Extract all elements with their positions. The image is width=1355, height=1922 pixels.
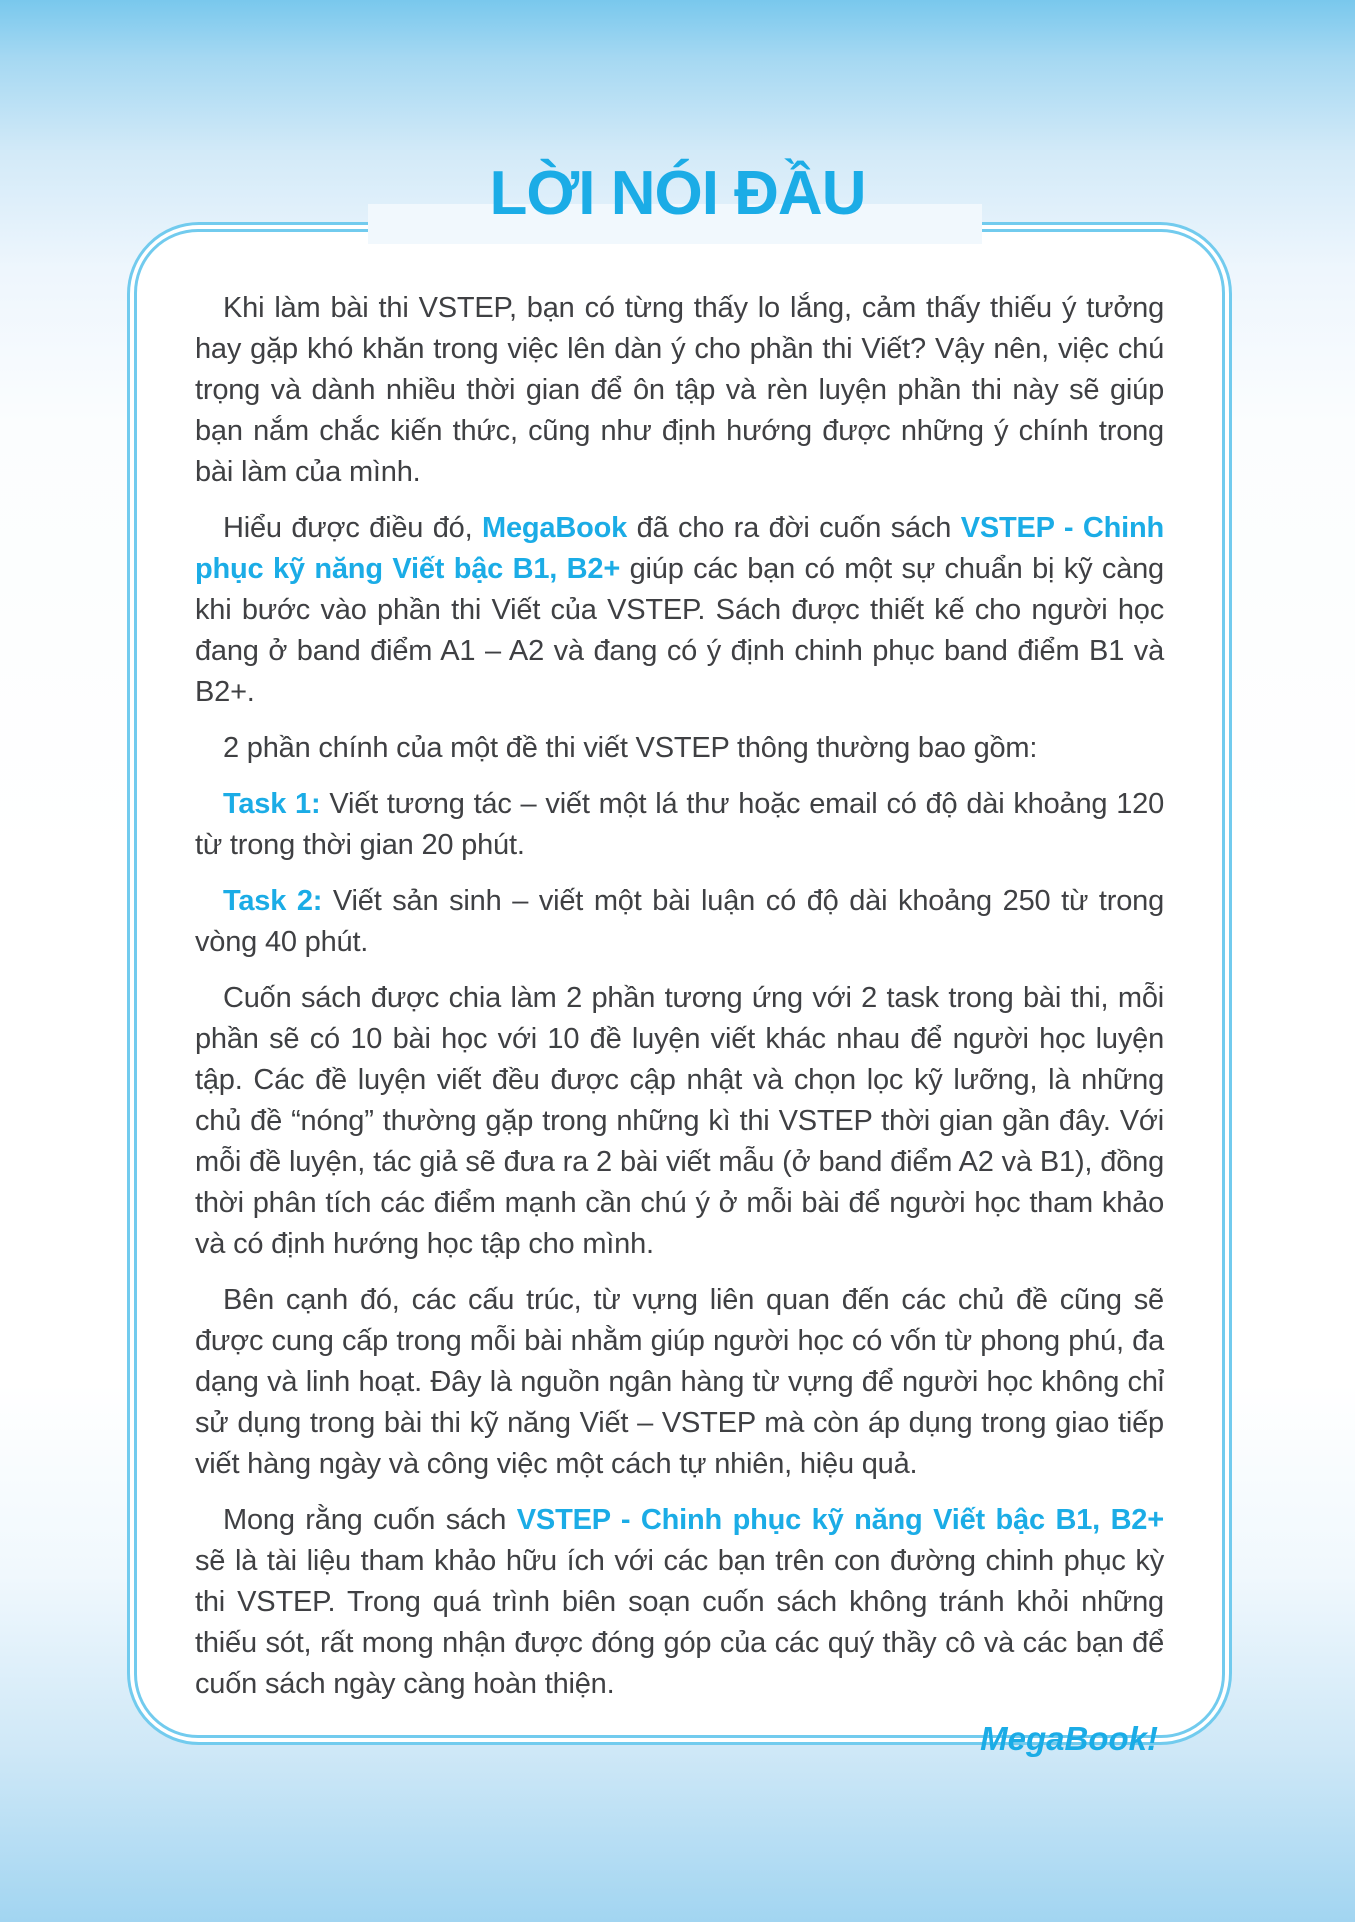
text-run: Khi làm bài thi VSTEP, bạn có từng thấy lo lắng, cảm thấy thiếu ý tưởng hay gặp khó khăn trong việc lên dàn ý cho phần thi Viết? Vậy nên, việc chú trọng và dành nhiều thời gian để ôn tập và rèn luyện phần thi này sẽ giúp bạn nắm chắc kiến thức, cũng như định hướng được những ý chính trong bài làm của mình. — [195, 292, 1164, 488]
text-run: Bên cạnh đó, các cấu trúc, từ vựng liên quan đến các chủ đề cũng sẽ được cung cấp trong mỗi bài nhằm giúp người học có vốn từ phong phú, đa dạng và linh hoạt. Đây là nguồn ngân hàng từ vựng để người học không chỉ sử dụng trong bài thi kỹ năng Viết – VSTEP mà còn áp dụng trong giao tiếp viết hàng ngày và công việc một cách tự nhiên, hiệu quả. — [195, 1284, 1164, 1480]
publisher-signature: MegaBook! — [980, 1720, 1158, 1757]
paragraph — [195, 508, 1164, 713]
text-run: Viết tương tác – viết một lá thư hoặc email có độ dài khoảng 120 từ trong thời gian 20 phút. — [195, 788, 1165, 861]
text-run: Cuốn sách được chia làm 2 phần tương ứng với 2 task trong bài thi, mỗi phần sẽ có 10 bài học với 10 đề luyện viết khác nhau để người học luyện tập. Các đề luyện viết đều được cập nhật và chọn lọc kỹ lưỡng, là những chủ đề “nóng” thường gặp trong những kì thi VSTEP thời gian gần đây. Với mỗi đề luyện, tác giả sẽ đưa ra 2 bài viết mẫu (ở band điểm A2 và B1), đồng thời phân tích các điểm mạnh cần chú ý ở mỗi bài để người học tham khảo và có định hướng học tập cho mình. — [195, 982, 1164, 1260]
paragraph — [195, 881, 1164, 963]
highlight-run: Task 2: — [223, 885, 323, 917]
paragraph — [195, 978, 1164, 1265]
highlight-run: VSTEP - Chinh phục kỹ năng Viết bậc B1, B2+ — [516, 1504, 1164, 1536]
paragraph — [195, 288, 1164, 493]
highlight-run: VSTEP - Chinh phục kỹ năng Viết bậc B1, B2+ — [195, 512, 1164, 585]
text-run: Mong rằng cuốn sách — [223, 1504, 517, 1536]
paragraph — [195, 728, 1164, 769]
text-run: đã cho ra đời cuốn sách — [627, 512, 961, 544]
paragraph — [195, 1280, 1164, 1485]
paragraph — [195, 1500, 1164, 1705]
content-frame — [127, 222, 1232, 1757]
paragraph — [195, 784, 1164, 866]
content-frame-inner — [134, 229, 1225, 1757]
text-run: Hiểu được điều đó, — [223, 512, 482, 544]
text-run: Viết sản sinh – viết một bài luận có độ dài khoảng 250 từ trong vòng 40 phút. — [195, 885, 1165, 958]
highlight-run: MegaBook — [482, 512, 628, 544]
text-run: giúp các bạn có một sự chuẩn bị kỹ càng khi bước vào phần thi Viết của VSTEP. Sách được thiết kế cho người học đang ở band điểm A1 – A2 và đang có ý định chinh phục band điểm B1 và B2+. — [195, 553, 1164, 708]
page-title: LỜI NÓI ĐẦU — [489, 158, 866, 228]
text-run: sẽ là tài liệu tham khảo hữu ích với các bạn trên con đường chinh phục kỳ thi VSTEP. Trong quá trình biên soạn cuốn sách không tránh khỏi những thiếu sót, rất mong nhận được đóng góp của các quý thầy cô và các bạn để cuốn sách ngày càng hoàn thiện. — [195, 1545, 1164, 1700]
highlight-run: Task 1: — [223, 788, 321, 820]
preface-paragraphs — [195, 288, 1164, 1705]
text-run: 2 phần chính của một đề thi viết VSTEP thông thường bao gồm: — [223, 732, 1038, 764]
